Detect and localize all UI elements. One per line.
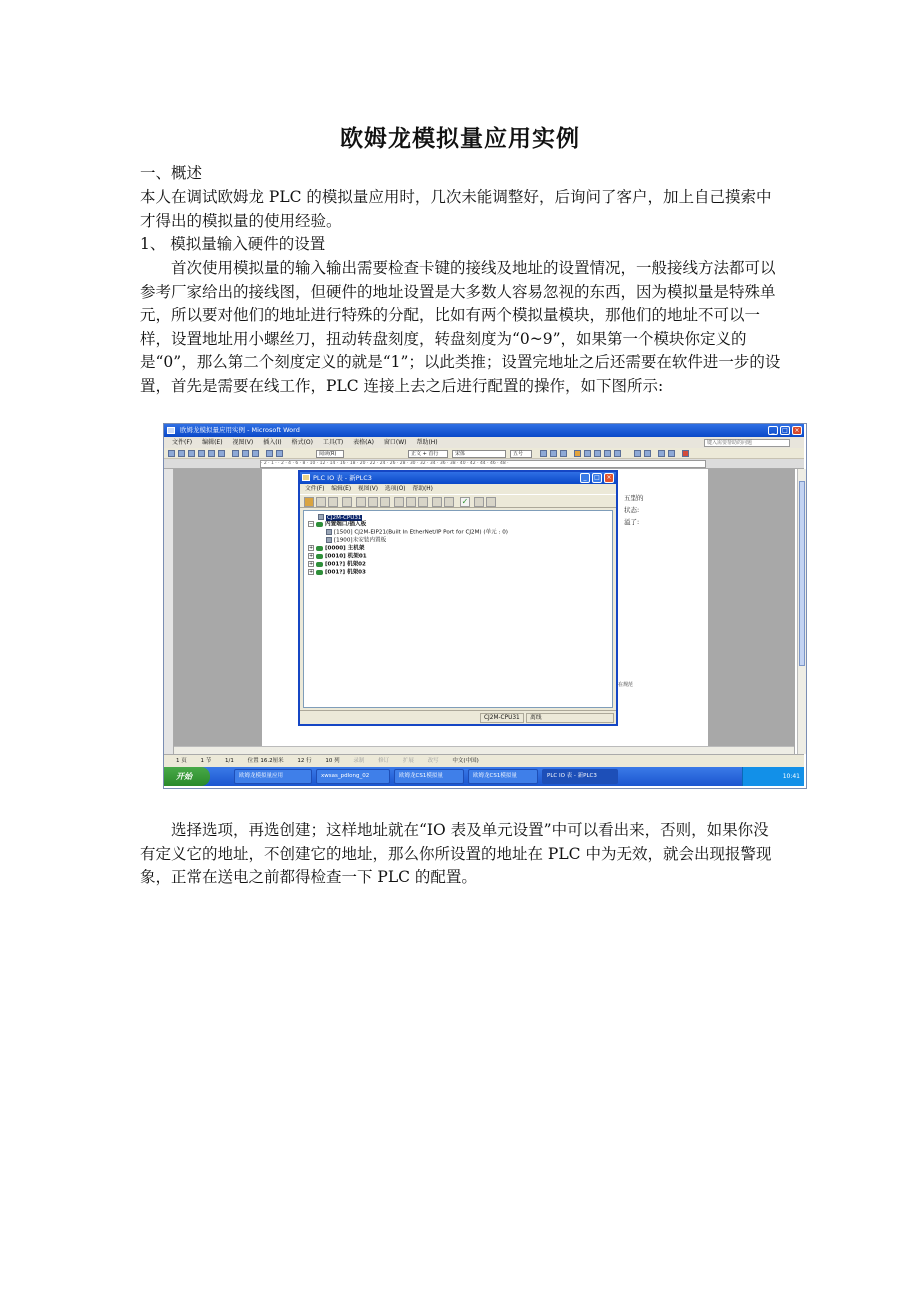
expand-icon[interactable]: + bbox=[309, 561, 314, 567]
font-color-icon[interactable] bbox=[682, 450, 689, 457]
plc-print-icon[interactable] bbox=[316, 497, 326, 507]
word-window-title: 欧姆龙模拟量应用实例 - Microsoft Word bbox=[180, 426, 300, 434]
cut-icon[interactable] bbox=[232, 450, 239, 457]
intro-paragraph: 本人在调试欧姆龙 PLC 的模拟量应用时，几次未能调整好，后询问了客户，加上自己摸索中才得出的模拟量的使用经验。 bbox=[140, 188, 772, 230]
subsection-heading: 1、 模拟量输入硬件的设置 bbox=[140, 235, 326, 253]
outdent-icon[interactable] bbox=[668, 450, 675, 457]
plc-preview-icon[interactable] bbox=[328, 497, 338, 507]
doc-margin-left bbox=[174, 469, 262, 754]
tree-node-rack-main[interactable] bbox=[308, 545, 364, 553]
size-combo[interactable]: 五号 bbox=[510, 450, 532, 458]
spell-icon[interactable] bbox=[218, 450, 225, 457]
menu-help[interactable]: 帮助(H) bbox=[416, 439, 438, 446]
font-combo[interactable]: 宋体 bbox=[452, 450, 506, 458]
status-line: 12 行 bbox=[297, 758, 312, 764]
numbering-icon[interactable] bbox=[634, 450, 641, 457]
menu-edit[interactable]: 编辑(E) bbox=[202, 439, 223, 446]
word-title-bar bbox=[164, 424, 804, 437]
ruler-scale: · 2 · 1 · · 2 · 4 · 6 · 8 · 10 · 12 · 14 · 16 · 18 · 20 · 22 · 24 · 26 · 28 · 30 · 32 · 34 · 36 · 38 · 40 · 42 · 44 · 46 · 48 · bbox=[260, 460, 706, 468]
status-track: 修订 bbox=[378, 758, 390, 764]
plc-status-bar bbox=[300, 710, 616, 724]
plc-io-tree bbox=[303, 510, 613, 708]
paste-icon[interactable] bbox=[252, 450, 259, 457]
plc-tool-icon[interactable] bbox=[406, 497, 416, 507]
tree-node-rack-1-label: [0010] 机架01 bbox=[325, 553, 367, 560]
open-icon[interactable] bbox=[178, 450, 185, 457]
task-button[interactable]: 欧姆龙CS1模拟量 bbox=[468, 769, 538, 784]
copy-icon[interactable] bbox=[242, 450, 249, 457]
align-right-icon[interactable] bbox=[604, 450, 611, 457]
style-combo[interactable]: 正文 + 首行 bbox=[408, 450, 448, 458]
status-language: 中文(中国) bbox=[452, 758, 479, 764]
save-icon[interactable] bbox=[188, 450, 195, 457]
menu-file[interactable]: 文件(F) bbox=[172, 439, 193, 446]
windows-taskbar bbox=[164, 767, 804, 786]
tree-node-rack-2[interactable] bbox=[308, 561, 366, 569]
align-center-icon[interactable] bbox=[594, 450, 601, 457]
menu-insert[interactable]: 插入(I) bbox=[263, 439, 282, 446]
plc-menu-bar bbox=[300, 484, 616, 494]
expand-icon[interactable]: + bbox=[309, 545, 314, 551]
minimize-icon[interactable]: _ bbox=[768, 426, 778, 435]
status-overtype: 改写 bbox=[427, 758, 439, 764]
expand-icon[interactable]: + bbox=[309, 553, 314, 559]
plc-tool-icon[interactable] bbox=[474, 497, 484, 507]
print-icon[interactable] bbox=[198, 450, 205, 457]
task-button[interactable]: xwsas_pdlong_02 bbox=[316, 769, 390, 784]
tree-node-cpu-label: CJ2M-CPU31 bbox=[327, 514, 362, 521]
plc-tool-icon[interactable] bbox=[394, 497, 404, 507]
rack-icon bbox=[316, 562, 323, 567]
plc-status-cpu: CJ2M-CPU31 bbox=[480, 713, 524, 723]
plc-tool-icon[interactable] bbox=[356, 497, 366, 507]
underline-icon[interactable] bbox=[560, 450, 567, 457]
status-record: 录制 bbox=[353, 758, 365, 764]
doc-fragment: 溢了: bbox=[624, 518, 640, 526]
slot-icon bbox=[316, 522, 323, 527]
start-button[interactable]: 开始 bbox=[164, 767, 210, 786]
horizontal-ruler bbox=[164, 459, 804, 469]
page-title: 欧姆龙模拟量应用实例 bbox=[340, 125, 580, 152]
menu-view[interactable]: 视图(V) bbox=[232, 439, 254, 446]
doc-margin-right bbox=[708, 469, 795, 754]
section-heading-overview: 一、概述 bbox=[140, 164, 203, 182]
collapse-icon[interactable]: − bbox=[309, 521, 314, 527]
word-app-icon bbox=[167, 427, 175, 434]
unit-icon bbox=[326, 537, 332, 543]
tree-node-eip[interactable] bbox=[326, 529, 508, 537]
system-tray-clock: 10:41 bbox=[742, 767, 804, 786]
status-page-count: 1/1 bbox=[225, 758, 234, 764]
plc-menu-view[interactable]: 视图(V) bbox=[357, 486, 379, 492]
rack-icon bbox=[316, 570, 323, 575]
italic-icon[interactable] bbox=[550, 450, 557, 457]
undo-icon[interactable] bbox=[266, 450, 273, 457]
tree-node-rack-2-label: [001?] 机架02 bbox=[325, 561, 366, 568]
tree-node-option-board[interactable] bbox=[326, 537, 386, 545]
tree-node-rack-main-label: [0000] 主机架 bbox=[325, 545, 365, 552]
menu-table[interactable]: 表格(A) bbox=[353, 439, 374, 446]
body-paragraph-hardware: 首次使用模拟量的输入输出需要检查卡键的接线及地址的设置情况，一般接线方法都可以参考厂家给出的接线图，但硬件的地址设置是大多数人容易忽视的东西，因为模拟量是特殊单元，所以要对他们的地址进行特殊的分配，比如有两个模拟量模块，那他们的地址不可以一样，设置地址用小螺丝刀，扭动转盘刻度，转盘刻度为“0~9”，如果第一个模块你定义的是“0”，那么第二个刻度定义的就是“1”；以此类推；设置完地址之后还需要在软件进一步的设置，首先是需要在线工作，PLC 连接上去之后进行配置的操作，如下图所示: bbox=[140, 259, 781, 395]
plc-io-table-window bbox=[298, 470, 618, 726]
doc-fragment: 在规范 bbox=[618, 682, 634, 688]
tree-node-eip-label: [1500] CJ2M-EIP21(Built In EtherNet/IP Port for CJ2M) (单元 : 0) bbox=[334, 529, 508, 536]
plc-menu-options[interactable]: 选项(O) bbox=[384, 486, 406, 492]
horizontal-scrollbar[interactable] bbox=[174, 746, 794, 754]
plc-tool-icon[interactable] bbox=[380, 497, 390, 507]
task-button[interactable]: 欧姆龙模拟量应用 bbox=[234, 769, 312, 784]
plc-tool-icon[interactable] bbox=[444, 497, 454, 507]
body-paragraph-config: 选择选项，再选创建；这样地址就在“IO 表及单元设置”中可以看出来，否则，如果你没有定义它的地址，不创建它的地址，那么你所设置的地址在 PLC 中为无效，就会出现报警现象，正常在送电之前都得检查一下 PLC 的配置。 bbox=[140, 821, 772, 886]
plc-check-icon[interactable]: ✓ bbox=[461, 497, 469, 506]
plc-window-title: PLC IO 表 - 新PLC3 bbox=[313, 474, 372, 482]
rack-icon bbox=[316, 546, 323, 551]
plc-tool-icon[interactable] bbox=[432, 497, 442, 507]
status-page: 1 页 bbox=[176, 758, 187, 764]
help-search-input[interactable]: 键入需要帮助的问题 bbox=[704, 439, 790, 447]
menu-window[interactable]: 窗口(W) bbox=[383, 439, 407, 446]
tree-node-builtin[interactable] bbox=[308, 521, 366, 529]
plc-status-mode: 离线 bbox=[526, 713, 614, 723]
unit-icon bbox=[326, 529, 332, 535]
redo-icon[interactable] bbox=[276, 450, 283, 457]
read-button[interactable]: 阅读(R) bbox=[316, 450, 344, 458]
indent-icon[interactable] bbox=[658, 450, 665, 457]
cpu-icon bbox=[318, 514, 324, 520]
plc-open-icon[interactable] bbox=[304, 497, 314, 507]
plc-tool-icon[interactable] bbox=[368, 497, 378, 507]
menu-format[interactable]: 格式(O) bbox=[291, 439, 313, 446]
plc-close-icon[interactable]: × bbox=[604, 473, 614, 483]
plc-menu-file[interactable]: 文件(F) bbox=[305, 486, 325, 492]
status-position: 位置 16.2厘米 bbox=[247, 758, 284, 764]
rack-icon bbox=[316, 554, 323, 559]
plc-toolbar bbox=[300, 494, 616, 508]
status-extend: 扩展 bbox=[402, 758, 414, 764]
expand-icon[interactable]: + bbox=[309, 569, 314, 575]
task-button[interactable]: 欧姆龙CS1模拟量 bbox=[394, 769, 464, 784]
plc-transfer-icon[interactable] bbox=[342, 497, 352, 507]
highlight-icon[interactable] bbox=[574, 450, 581, 457]
embedded-screenshot bbox=[163, 423, 807, 789]
task-button-active[interactable]: PLC IO 表 - 新PLC3 bbox=[542, 769, 618, 784]
align-left-icon[interactable] bbox=[584, 450, 591, 457]
maximize-icon[interactable]: □ bbox=[780, 426, 790, 435]
plc-title-bar bbox=[300, 472, 616, 484]
close-icon[interactable]: × bbox=[792, 426, 802, 435]
vertical-ruler bbox=[164, 469, 174, 754]
plc-minimize-icon[interactable]: _ bbox=[580, 473, 590, 483]
doc-fragment: 状态: bbox=[624, 506, 640, 514]
preview-icon[interactable] bbox=[208, 450, 215, 457]
plc-maximize-icon[interactable]: □ bbox=[592, 473, 602, 483]
word-status-bar bbox=[164, 754, 804, 767]
plc-menu-edit[interactable]: 编辑(E) bbox=[331, 486, 352, 492]
tree-node-rack-3[interactable] bbox=[308, 569, 366, 577]
tree-node-rack-1[interactable] bbox=[308, 553, 367, 561]
doc-fragment: 五型的 bbox=[624, 494, 644, 502]
vertical-scrollbar[interactable] bbox=[797, 469, 806, 754]
scroll-thumb[interactable] bbox=[799, 481, 805, 666]
new-icon[interactable] bbox=[168, 450, 175, 457]
plc-tool-icon[interactable] bbox=[486, 497, 496, 507]
bullets-icon[interactable] bbox=[644, 450, 651, 457]
status-section: 1 节 bbox=[200, 758, 212, 764]
plc-app-icon bbox=[302, 474, 310, 481]
bold-icon[interactable] bbox=[540, 450, 547, 457]
word-menu-bar bbox=[164, 437, 804, 448]
tree-node-builtin-label: 内置端口/插入板 bbox=[325, 521, 367, 528]
plc-tool-icon[interactable] bbox=[418, 497, 428, 507]
justify-icon[interactable] bbox=[614, 450, 621, 457]
status-column: 10 列 bbox=[325, 758, 340, 764]
tree-node-rack-3-label: [001?] 机架03 bbox=[325, 569, 366, 576]
menu-tools[interactable]: 工具(T) bbox=[322, 439, 344, 446]
tree-node-option-board-label: [1900]未安装内置板 bbox=[334, 537, 387, 544]
word-toolbar bbox=[164, 448, 804, 459]
plc-menu-help[interactable]: 帮助(H) bbox=[412, 486, 433, 492]
